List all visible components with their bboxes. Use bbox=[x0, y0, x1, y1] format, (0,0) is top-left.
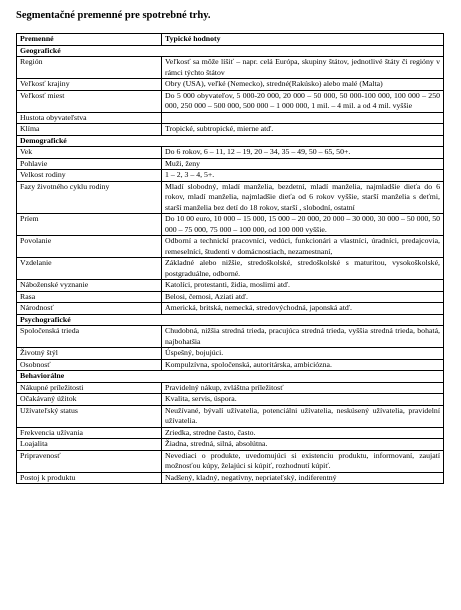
variable-name: Veľkosť miest bbox=[17, 90, 162, 112]
typical-values: Odborní a technickí pracovníci, vedúci, funkcionári a vlastníci, úradníci, predajcovia, remeselníci, študenti v domácnostiach, nezamestnaní, bbox=[162, 236, 444, 258]
typical-values: Do 10 00 euro, 10 000 – 15 000, 15 000 – 20 000, 20 000 – 30 000, 30 000 – 50 000, 50 000 – 75 000, 75 000 – 100 000, od 100 000 vyššie. bbox=[162, 214, 444, 236]
section-label: Demografické bbox=[17, 135, 444, 147]
variable-name: Životný štýl bbox=[17, 348, 162, 360]
typical-values: Úspešný, bojujúci. bbox=[162, 348, 444, 360]
typical-values: Kvalita, servis, úspora. bbox=[162, 394, 444, 406]
variable-name: Príem bbox=[17, 214, 162, 236]
table-row bbox=[17, 405, 444, 427]
typical-values: Nevediaci o produkte, uvedomujúci si existenciu produktu, informovaní, zaujatí možnosťou kúpy, želajúci si kúpiť, rozhodnutí kúpiť. bbox=[162, 450, 444, 472]
table-row bbox=[17, 394, 444, 406]
table-row bbox=[17, 303, 444, 315]
table-row bbox=[17, 79, 444, 91]
variable-name: Národnosť bbox=[17, 303, 162, 315]
typical-values: Do 5 000 obyvateľov, 5 000-20 000, 20 000 – 50 000, 50 000-100 000, 100 000 – 250 000, 250 000 – 500 000, 500 000 – 1 000 000, 1 mil. – 4 mil. a od 4 mil. vyššie bbox=[162, 90, 444, 112]
variable-name: Velkost rodiny bbox=[17, 170, 162, 182]
section-label: Behaviorálne bbox=[17, 371, 444, 383]
table-row bbox=[17, 158, 444, 170]
typical-values: Tropické, subtropické, mierne atď. bbox=[162, 124, 444, 136]
typical-values: Obry (USA), veľké (Nemecko), stredné(Rakúsko) alebo malé (Malta) bbox=[162, 79, 444, 91]
typical-values bbox=[162, 112, 444, 124]
table-row bbox=[17, 450, 444, 472]
document-title: Segmentačné premenné pre spotrebné trhy. bbox=[16, 10, 211, 21]
variable-name: Loajalita bbox=[17, 439, 162, 451]
typical-values: Základné alebo nižšie, stredoškolské, stredoškolské s maturitou, vysokoškolské, postgraduálne, odborné. bbox=[162, 258, 444, 280]
header-variables: Premenné bbox=[17, 34, 162, 46]
table-row bbox=[17, 280, 444, 292]
segmentation-table bbox=[16, 33, 444, 484]
variable-name: Vzdelanie bbox=[17, 258, 162, 280]
table-header-row bbox=[17, 34, 444, 46]
variable-name: Očakávaný úžitok bbox=[17, 394, 162, 406]
variable-name: Užívateľský status bbox=[17, 405, 162, 427]
typical-values: Žiadna, stredná, silná, absolútna. bbox=[162, 439, 444, 451]
typical-values: Neužívané, bývalí užívatelia, potenciálni užívatelia, neskúsený užívatelia, pravidelní užívatelia. bbox=[162, 405, 444, 427]
section-row bbox=[17, 135, 444, 147]
table-row bbox=[17, 427, 444, 439]
typical-values: Kompulzívna, spoločenská, autoritárska, ambiciózna. bbox=[162, 359, 444, 371]
table-row bbox=[17, 57, 444, 79]
table-row bbox=[17, 90, 444, 112]
variable-name: Frekvencia užívania bbox=[17, 427, 162, 439]
variable-name: Pohlavie bbox=[17, 158, 162, 170]
typical-values: Zriedka, stredne často, často. bbox=[162, 427, 444, 439]
table-row bbox=[17, 147, 444, 159]
variable-name: Náboženské vyznanie bbox=[17, 280, 162, 292]
typical-values: Katolíci, protestanti, židia, moslimi atď. bbox=[162, 280, 444, 292]
table-row bbox=[17, 291, 444, 303]
typical-values: Muži, ženy bbox=[162, 158, 444, 170]
variable-name: Nákupné príležitosti bbox=[17, 382, 162, 394]
variable-name: Pripravenosť bbox=[17, 450, 162, 472]
table-row bbox=[17, 181, 444, 214]
variable-name: Fazy životného cyklu rodiny bbox=[17, 181, 162, 214]
table-row bbox=[17, 382, 444, 394]
section-row bbox=[17, 45, 444, 57]
typical-values: Americká, britská, nemecká, stredovýchodná, japonská atď. bbox=[162, 303, 444, 315]
variable-name: Postoj k produktu bbox=[17, 472, 162, 484]
table-row bbox=[17, 326, 444, 348]
section-row bbox=[17, 314, 444, 326]
typical-values: Do 6 rokov, 6 – 11, 12 – 19, 20 – 34, 35 – 49, 50 – 65, 50+. bbox=[162, 147, 444, 159]
typical-values: Chudobná, nižšia stredná trieda, pracujúca stredná trieda, vyššia stredná trieda, bohatá, najbohatšia bbox=[162, 326, 444, 348]
typical-values: 1 – 2, 3 – 4, 5+. bbox=[162, 170, 444, 182]
header-typical-values: Typické hodnoty bbox=[162, 34, 444, 46]
typical-values: Belosi, čemosi, Aziati atď. bbox=[162, 291, 444, 303]
variable-name: Región bbox=[17, 57, 162, 79]
table-row bbox=[17, 112, 444, 124]
table-row bbox=[17, 124, 444, 136]
variable-name: Vek bbox=[17, 147, 162, 159]
typical-values: Mladí slobodný, mladí manželia, bezdetní, mladí manželia, najmladšie dieťa do 6 rokov, mladí manželia, najmladšie dieťa od 6 rokov vyššie, starší manželia s deťmi, starší manželia bez detí do 18 rokov, starší , slobodní, ostatní bbox=[162, 181, 444, 214]
section-label: Geografické bbox=[17, 45, 444, 57]
table-row bbox=[17, 348, 444, 360]
table-row bbox=[17, 236, 444, 258]
variable-name: Rasa bbox=[17, 291, 162, 303]
table-body bbox=[17, 45, 444, 484]
typical-values: Nadšený, kladný, negatívny, nepriateľský, indiferentný bbox=[162, 472, 444, 484]
variable-name: Hustota obyvateľstva bbox=[17, 112, 162, 124]
variable-name: Veľkosť krajiny bbox=[17, 79, 162, 91]
section-row bbox=[17, 371, 444, 383]
table-row bbox=[17, 359, 444, 371]
table-row bbox=[17, 439, 444, 451]
table-row bbox=[17, 214, 444, 236]
table-row bbox=[17, 472, 444, 484]
variable-name: Klíma bbox=[17, 124, 162, 136]
table-row bbox=[17, 258, 444, 280]
typical-values: Pravidelný nákup, zvláštna príležitosť bbox=[162, 382, 444, 394]
variable-name: Osobnosť bbox=[17, 359, 162, 371]
variable-name: Spoločenská trieda bbox=[17, 326, 162, 348]
variable-name: Povolanie bbox=[17, 236, 162, 258]
section-label: Psychografické bbox=[17, 314, 444, 326]
table-row bbox=[17, 170, 444, 182]
typical-values: Veľkosť sa môže líšiť – napr. celá Európa, skupiny štátov, jednotlivé štáty či regióny v rámci týchto štátov bbox=[162, 57, 444, 79]
